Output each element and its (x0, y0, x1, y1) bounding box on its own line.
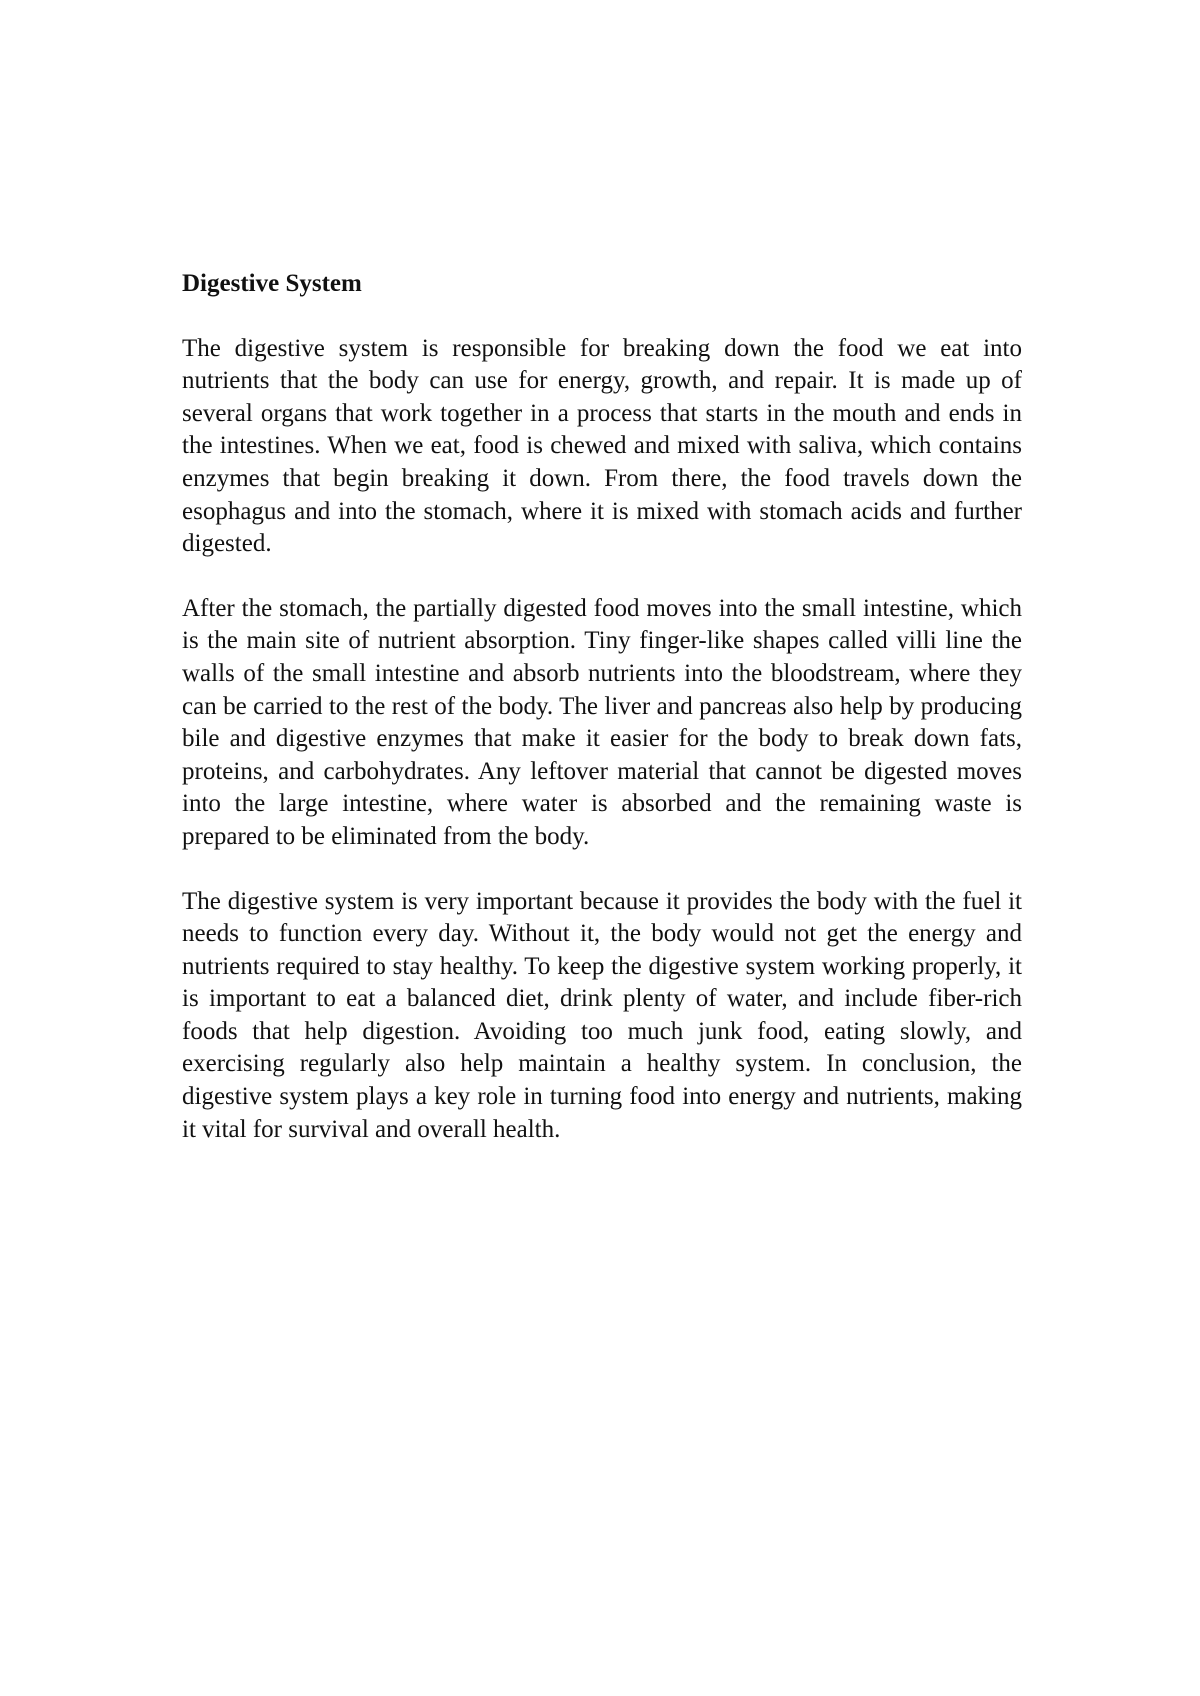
document-body (182, 268, 1022, 1146)
paragraph-1: The digestive system is responsible for breaking down the food we eat into nutrients that the body can use for energy, growth, and repair. It is made up of several organs that work together in a process that starts in the mouth and ends in the intestines. When we eat, food is chewed and mixed with saliva, which contains enzymes that begin breaking it down. From there, the food travels down the esophagus and into the stomach, where it is mixed with stomach acids and further digested. (182, 334, 1022, 558)
paragraph-2: After the stomach, the partially digested food moves into the small intestine, which is the main site of nutrient absorption. Tiny finger-like shapes called villi line the walls of the small intestine and absorb nutrients into the bloodstream, where they can be carried to the rest of the body. The liver and pancreas also help by producing bile and digestive enzymes that make it easier for the body to break down fats, proteins, and carbohydrates. Any leftover material that cannot be digested moves into the large intestine, where water is absorbed and the remaining waste is prepared to be eliminated from the body. (182, 594, 1022, 850)
document-title: Digestive System (182, 270, 362, 297)
paragraph-3: The digestive system is very important because it provides the body with the fuel it needs to function every day. Without it, the body would not get the energy and nutrients required to stay healthy. To keep the digestive system working properly, it is important to eat a balanced diet, drink plenty of water, and include fiber-rich foods that help digestion. Avoiding too much junk food, eating slowly, and exercising regularly also help maintain a healthy system. In conclusion, the digestive system plays a key role in turning food into energy and nutrients, making it vital for survival and overall health. (182, 887, 1022, 1143)
